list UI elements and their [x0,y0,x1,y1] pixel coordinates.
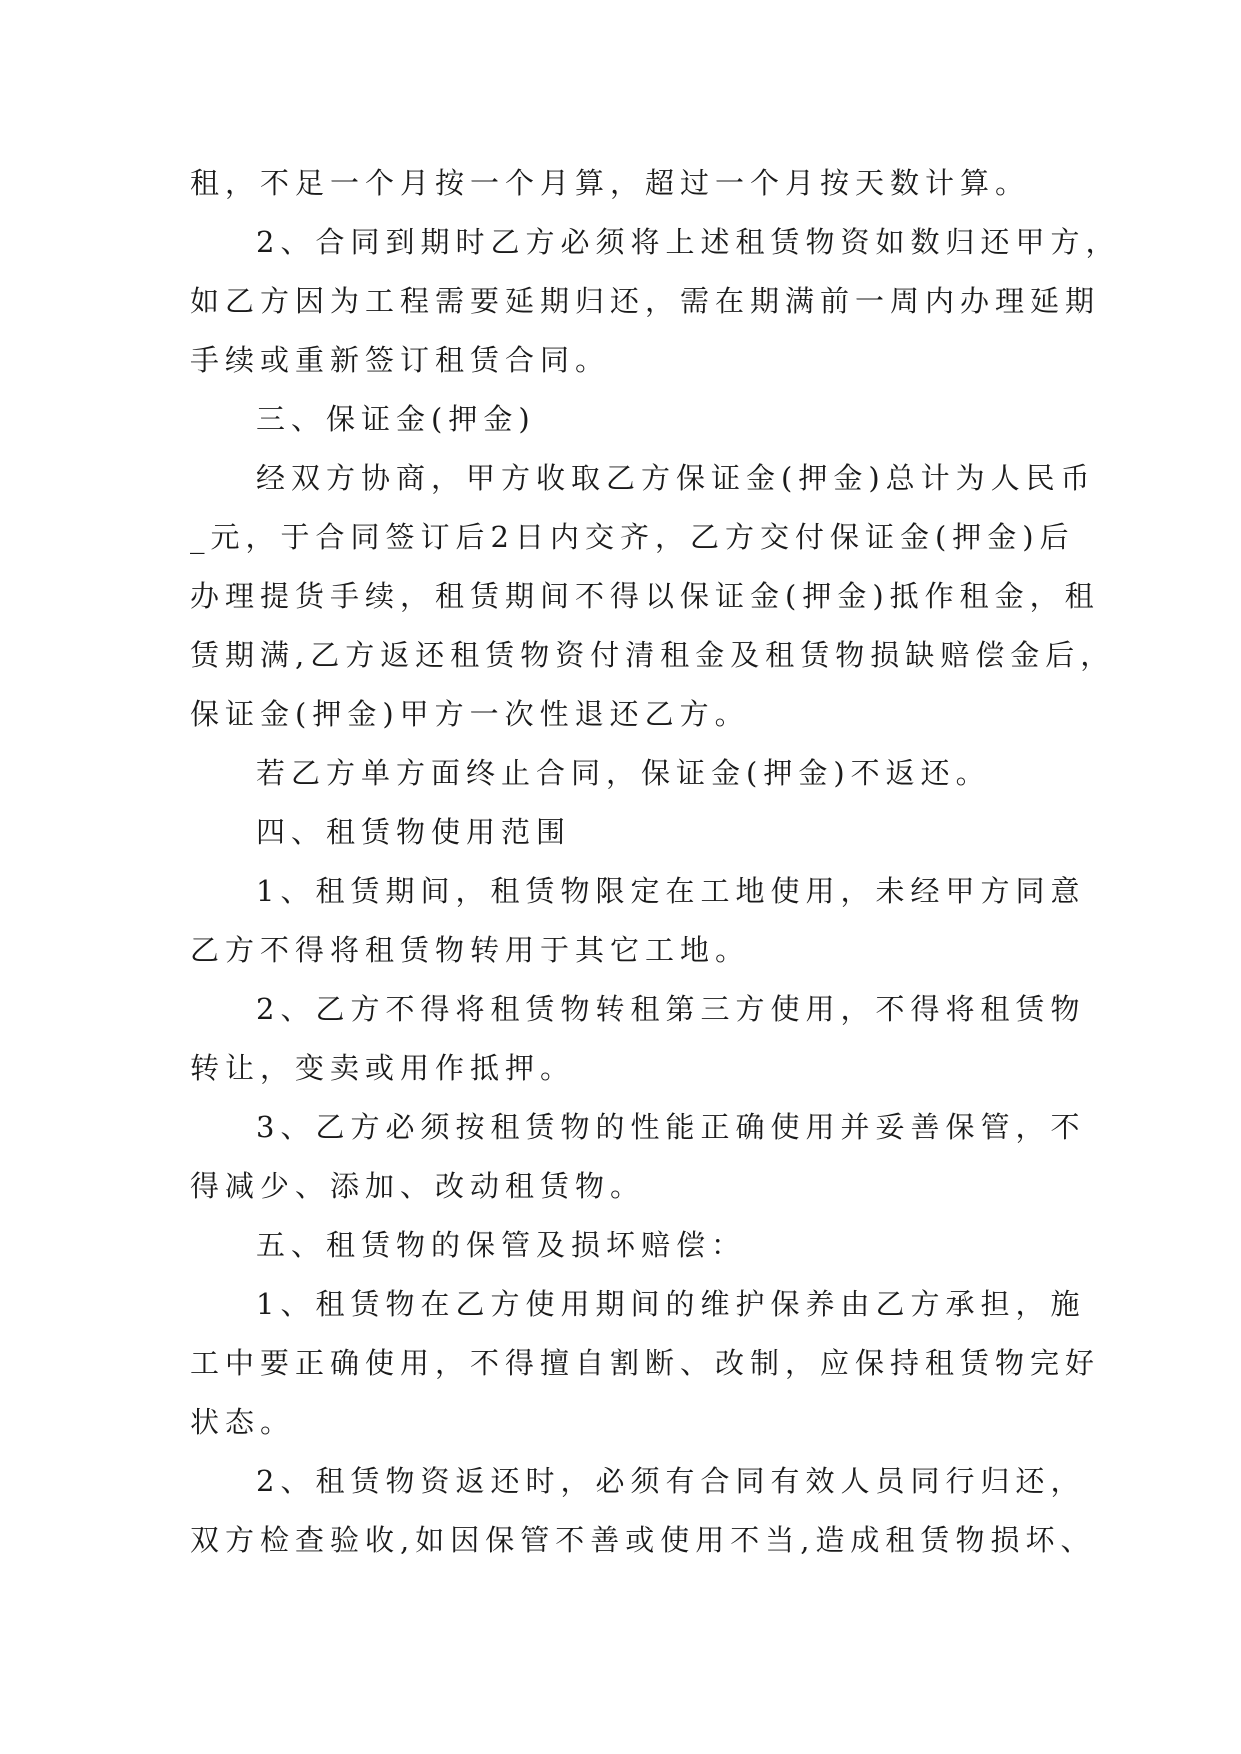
text-line: 状态。 [190,1405,296,1439]
section-heading: 四、租赁物使用范围 [256,815,572,849]
text-line: 工中要正确使用，不得擅自割断、改制，应保持租赁物完好 [190,1346,1101,1380]
text-line: 保证金(押金)甲方一次性退还乙方。 [190,697,750,731]
text-line: 经双方协商，甲方收取乙方保证金(押金)总计为人民币 [256,461,1096,495]
text-line: 租，不足一个月按一个月算，超过一个月按天数计算。 [190,166,1031,200]
contract-text [190,154,1121,1570]
text-line: 手续或重新签订租赁合同。 [190,343,611,377]
text-line: 2、租赁物资返还时，必须有合同有效人员同行归还， [256,1464,1086,1498]
text-line: 1、租赁物在乙方使用期间的维护保养由乙方承担，施 [256,1287,1086,1321]
text-line: 转让，变卖或用作抵押。 [190,1051,576,1085]
text-line: 赁期满,乙方返还租赁物资付清租金及租赁物损缺赔偿金后， [190,638,1116,672]
text-line: 若乙方单方面终止合同，保证金(押金)不返还。 [256,756,991,790]
text-line: 办理提货手续，租赁期间不得以保证金(押金)抵作租金，租 [190,579,1100,613]
text-line: 2、合同到期时乙方必须将上述租赁物资如数归还甲方， [256,225,1121,259]
text-line: 3、乙方必须按租赁物的性能正确使用并妥善保管，不 [256,1110,1086,1144]
text-line: 2、乙方不得将租赁物转租第三方使用，不得将租赁物 [256,992,1086,1026]
section-heading: 三、保证金(押金) [256,402,536,436]
text-line: 如乙方因为工程需要延期归还，需在期满前一周内办理延期 [190,284,1101,318]
text-line: 双方检查验收,如因保管不善或使用不当,造成租赁物损坏、 [190,1523,1096,1557]
text-line: 得减少、添加、改动租赁物。 [190,1169,646,1203]
text-line: _元，于合同签订后2日内交齐，乙方交付保证金(押金)后 [190,520,1075,554]
text-line: 1、租赁期间，租赁物限定在工地使用，未经甲方同意 [256,874,1086,908]
section-heading: 五、租赁物的保管及损坏赔偿： [256,1228,747,1262]
text-line: 乙方不得将租赁物转用于其它工地。 [190,933,751,967]
